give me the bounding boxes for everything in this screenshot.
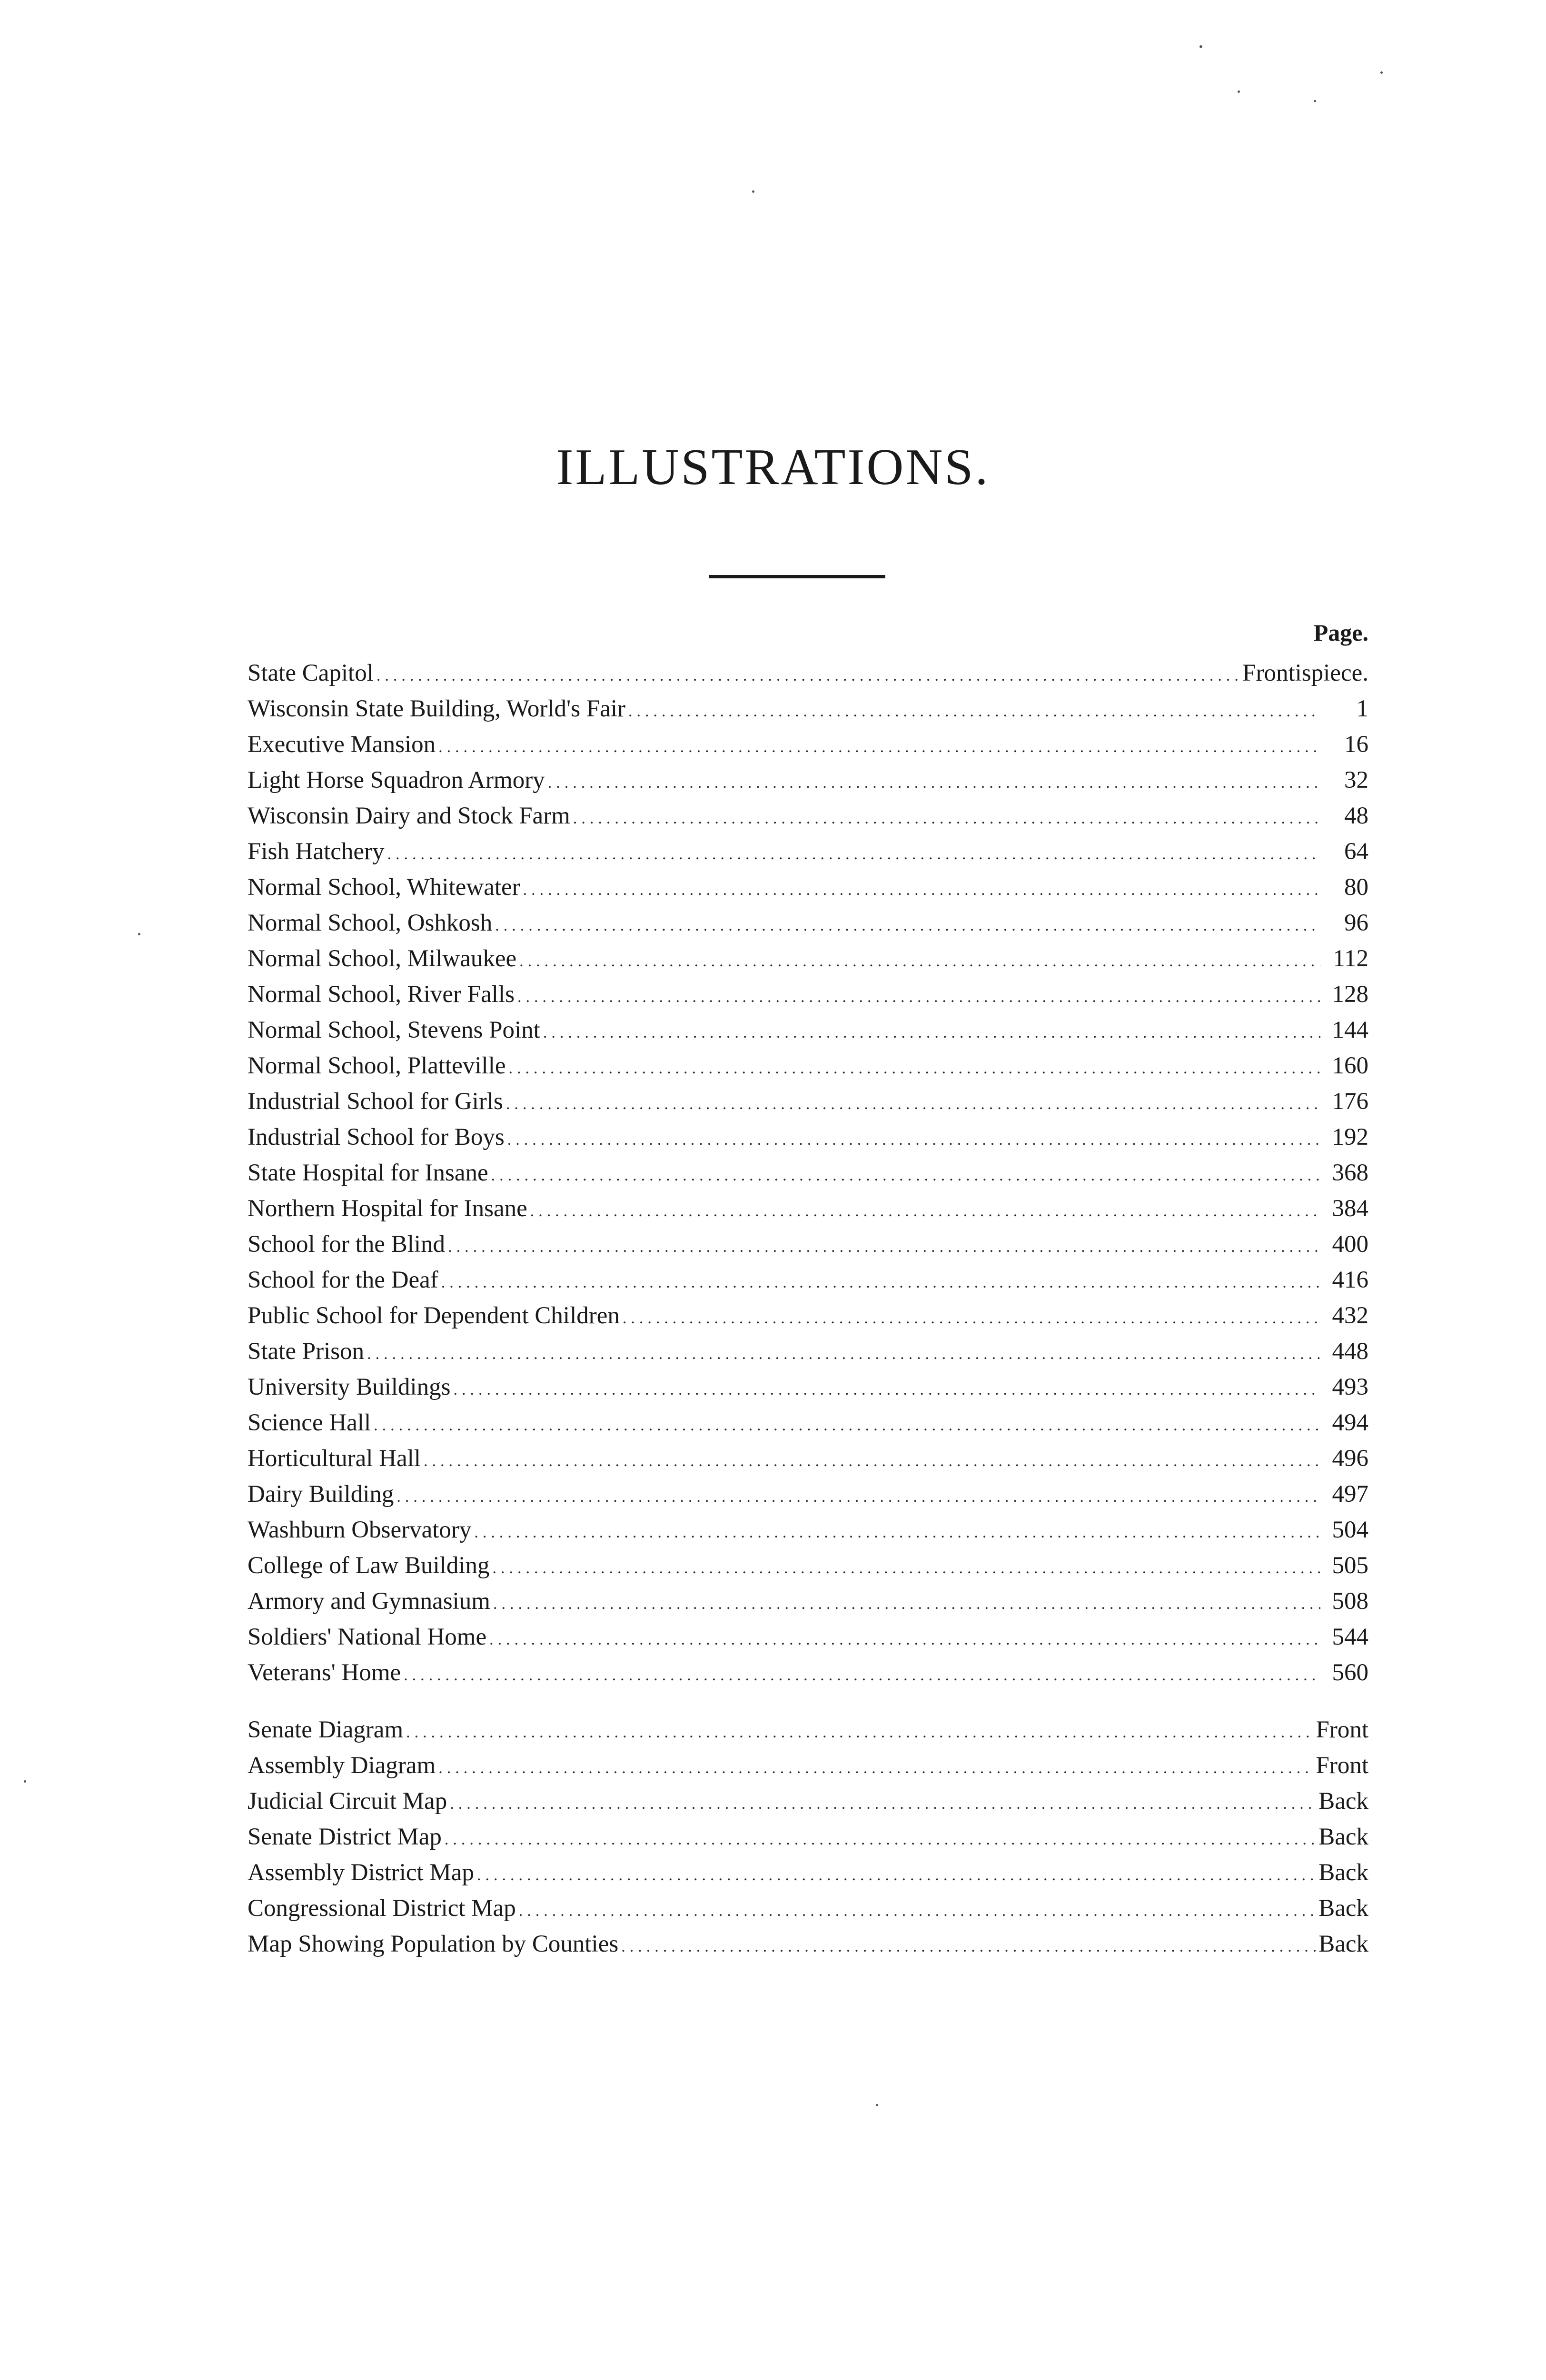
- list-item: [248, 1787, 1368, 1823]
- dot-leader: [523, 881, 1320, 899]
- scan-speck: [876, 2104, 878, 2106]
- title-rule: [709, 575, 885, 578]
- entry-page: Back: [1318, 1788, 1368, 1815]
- dot-leader: [548, 774, 1320, 792]
- entry-label: Industrial School for Girls: [248, 1088, 503, 1115]
- entry-label: Judicial Circuit Map: [248, 1788, 447, 1815]
- list-item: [248, 1338, 1368, 1373]
- list-item: [248, 1195, 1368, 1230]
- entry-label: Assembly District Map: [248, 1859, 474, 1886]
- dot-leader: [404, 1666, 1320, 1685]
- list-item: [248, 1587, 1368, 1623]
- entry-page: 400: [1332, 1231, 1368, 1258]
- entry-label: Wisconsin Dairy and Stock Farm: [248, 803, 570, 829]
- scan-speck: [1199, 45, 1202, 48]
- entry-label: Normal School, Stevens Point: [248, 1017, 540, 1043]
- list-item: [248, 1302, 1368, 1338]
- list-item: [248, 1659, 1368, 1695]
- dot-leader: [424, 1452, 1320, 1470]
- dot-leader: [474, 1524, 1320, 1542]
- dot-leader: [438, 1759, 1313, 1777]
- entry-label: State Capitol: [248, 660, 374, 686]
- scan-speck: [1314, 100, 1316, 102]
- scan-speck: [1238, 90, 1240, 93]
- dot-leader: [628, 703, 1320, 721]
- entry-page: Back: [1318, 1859, 1368, 1886]
- entry-label: Washburn Observatory: [248, 1517, 472, 1543]
- list-item: [248, 873, 1368, 909]
- entry-label: Northern Hospital for Insane: [248, 1195, 527, 1222]
- entry-page: 432: [1332, 1302, 1368, 1329]
- list-item: [248, 1552, 1368, 1587]
- list-item: [248, 1716, 1368, 1752]
- scan-speck: [138, 933, 140, 935]
- list-item: [248, 1373, 1368, 1409]
- dot-leader: [621, 1938, 1316, 1956]
- list-item: [248, 981, 1368, 1016]
- list-item: [248, 1480, 1368, 1516]
- entry-label: Executive Mansion: [248, 731, 436, 758]
- entry-label: Normal School, River Falls: [248, 981, 515, 1008]
- entry-label: Normal School, Milwaukee: [248, 945, 517, 972]
- entry-page: 497: [1332, 1481, 1368, 1507]
- entry-label: Map Showing Population by Counties: [248, 1931, 619, 1957]
- dot-leader: [519, 952, 1320, 971]
- dot-leader: [448, 1238, 1320, 1256]
- dot-leader: [477, 1866, 1316, 1884]
- entry-page: 493: [1332, 1374, 1368, 1400]
- entry-page: Back: [1318, 1824, 1368, 1850]
- entry-page: 505: [1332, 1552, 1368, 1579]
- entry-page: 160: [1332, 1052, 1368, 1079]
- list-item: [248, 1123, 1368, 1159]
- entry-page: 496: [1332, 1445, 1368, 1472]
- dot-leader: [406, 1724, 1313, 1742]
- entry-label: Assembly Diagram: [248, 1752, 436, 1779]
- list-item: [248, 838, 1368, 873]
- dot-leader: [491, 1167, 1320, 1185]
- list-item: [248, 1623, 1368, 1659]
- dot-leader: [445, 1831, 1316, 1849]
- dot-leader: [519, 1902, 1316, 1920]
- entry-label: College of Law Building: [248, 1552, 490, 1579]
- list-item: [248, 1930, 1368, 1966]
- entry-label: University Buildings: [248, 1374, 451, 1400]
- entry-label: Fish Hatchery: [248, 838, 385, 865]
- entry-page: 368: [1332, 1160, 1368, 1186]
- dot-leader: [438, 738, 1320, 756]
- list-item: [248, 802, 1368, 838]
- entry-page: 384: [1332, 1195, 1368, 1222]
- dot-leader: [517, 988, 1320, 1006]
- entry-label: Dairy Building: [248, 1481, 394, 1507]
- entry-page: 508: [1332, 1588, 1368, 1615]
- entry-page: Back: [1318, 1931, 1368, 1957]
- list-item: [248, 1516, 1368, 1552]
- dot-leader: [377, 667, 1239, 685]
- entry-page: 560: [1332, 1659, 1368, 1686]
- entry-page: 16: [1344, 731, 1368, 758]
- entry-label: Normal School, Platteville: [248, 1052, 506, 1079]
- entry-label: Wisconsin State Building, World's Fair: [248, 695, 625, 722]
- scan-speck: [1380, 71, 1383, 74]
- list-item: [248, 1052, 1368, 1088]
- entry-page: Frontispiece.: [1242, 660, 1368, 686]
- dot-leader: [453, 1381, 1320, 1399]
- entry-label: Armory and Gymnasium: [248, 1588, 490, 1615]
- dot-leader: [374, 1417, 1320, 1435]
- list-item: [248, 695, 1368, 731]
- entry-label: Science Hall: [248, 1409, 371, 1436]
- entry-label: Public School for Dependent Children: [248, 1302, 620, 1329]
- dot-leader: [506, 1095, 1320, 1113]
- list-item: [248, 1266, 1368, 1302]
- list-item: [248, 1823, 1368, 1859]
- dot-leader: [509, 1060, 1321, 1078]
- entry-label: Soldiers' National Home: [248, 1624, 487, 1650]
- list-item: [248, 659, 1368, 695]
- list-item: [248, 1159, 1368, 1195]
- entry-label: Senate Diagram: [248, 1716, 404, 1743]
- maps-list: [248, 1716, 1368, 1966]
- entry-label: Light Horse Squadron Armory: [248, 767, 545, 793]
- list-item: [248, 1409, 1368, 1445]
- list-item: [248, 731, 1368, 766]
- dot-leader: [495, 917, 1320, 935]
- list-item: [248, 1230, 1368, 1266]
- entry-page: Front: [1316, 1752, 1368, 1779]
- entry-label: Senate District Map: [248, 1824, 442, 1850]
- entry-label: Normal School, Whitewater: [248, 874, 520, 901]
- entry-page: 544: [1332, 1624, 1368, 1650]
- entry-page: 128: [1332, 981, 1368, 1008]
- page-column-heading: Page.: [1313, 619, 1368, 646]
- page-title: ILLUSTRATIONS.: [556, 439, 990, 496]
- dot-leader: [396, 1488, 1320, 1506]
- list-item: [248, 1016, 1368, 1052]
- entry-label: Veterans' Home: [248, 1659, 401, 1686]
- entry-label: Horticultural Hall: [248, 1445, 421, 1472]
- dot-leader: [507, 1131, 1320, 1149]
- dot-leader: [623, 1309, 1320, 1328]
- entry-page: 416: [1332, 1267, 1368, 1293]
- entry-page: 112: [1333, 945, 1368, 972]
- entry-page: 448: [1332, 1338, 1368, 1365]
- dot-leader: [543, 1024, 1320, 1042]
- list-item: [248, 1859, 1368, 1894]
- dot-leader: [493, 1595, 1320, 1613]
- dot-leader: [367, 1345, 1320, 1363]
- entry-page: 144: [1332, 1017, 1368, 1043]
- entry-page: Back: [1318, 1895, 1368, 1922]
- list-item: [248, 909, 1368, 945]
- entry-label: School for the Blind: [248, 1231, 446, 1258]
- entry-label: State Hospital for Insane: [248, 1160, 488, 1186]
- list-item: [248, 1445, 1368, 1480]
- dot-leader: [450, 1795, 1316, 1813]
- illustrations-list: [248, 659, 1368, 1695]
- dot-leader: [387, 845, 1320, 863]
- entry-page: 64: [1344, 838, 1368, 865]
- dot-leader: [441, 1274, 1320, 1292]
- list-item: [248, 766, 1368, 802]
- entry-label: Congressional District Map: [248, 1895, 516, 1922]
- entry-page: 32: [1344, 767, 1368, 793]
- entry-page: 80: [1344, 874, 1368, 901]
- list-item: [248, 1088, 1368, 1123]
- dot-leader: [493, 1559, 1320, 1577]
- entry-page: 504: [1332, 1517, 1368, 1543]
- scan-speck: [752, 190, 754, 193]
- entry-page: 494: [1332, 1409, 1368, 1436]
- dot-leader: [573, 810, 1320, 828]
- list-item: [248, 945, 1368, 981]
- dot-leader: [530, 1202, 1320, 1220]
- entry-page: 1: [1356, 695, 1368, 722]
- list-item: [248, 1894, 1368, 1930]
- entry-label: School for the Deaf: [248, 1267, 438, 1293]
- entry-page: 192: [1332, 1124, 1368, 1150]
- entry-label: State Prison: [248, 1338, 365, 1365]
- dot-leader: [489, 1631, 1320, 1649]
- entry-page: 96: [1344, 910, 1368, 936]
- entry-page: 48: [1344, 803, 1368, 829]
- entry-page: Front: [1316, 1716, 1368, 1743]
- entry-label: Industrial School for Boys: [248, 1124, 505, 1150]
- entry-page: 176: [1332, 1088, 1368, 1115]
- entry-label: Normal School, Oshkosh: [248, 910, 493, 936]
- scan-speck: [24, 1780, 26, 1783]
- list-item: [248, 1752, 1368, 1787]
